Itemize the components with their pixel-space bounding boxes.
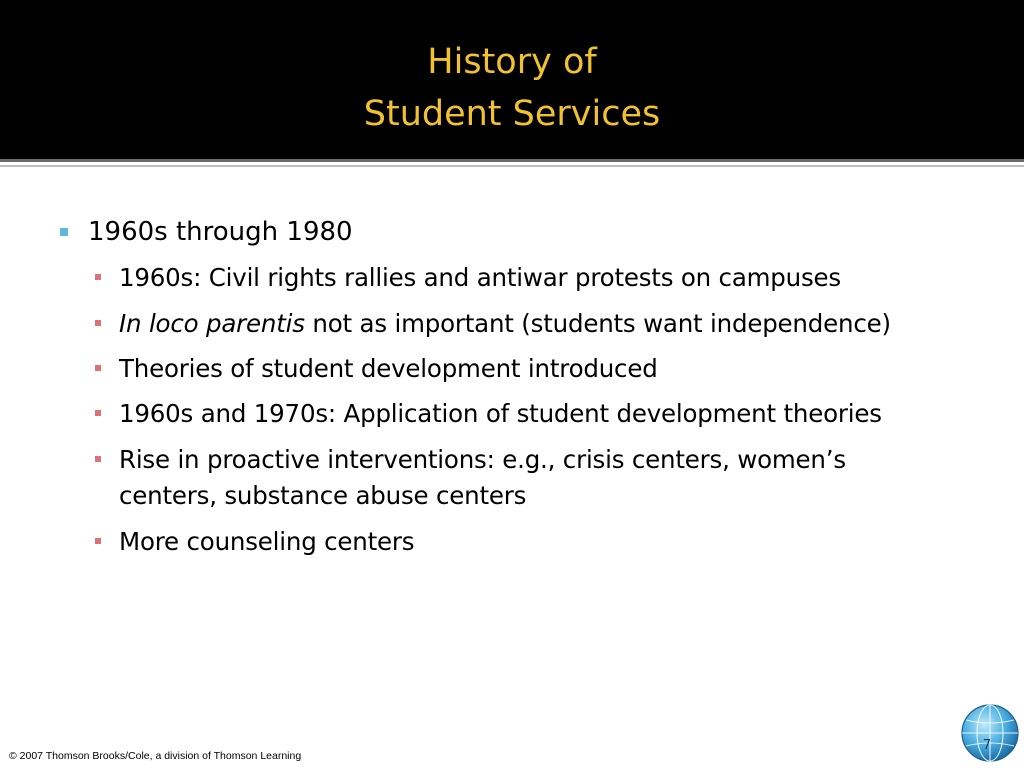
italic-term: In loco parentis <box>119 309 305 338</box>
level2-bullet-icon <box>95 365 101 371</box>
list-item-text: not as important (students want independence) <box>304 309 891 338</box>
level1-bullet-icon <box>60 228 68 236</box>
level1-item: 1960s through 1980 <box>88 217 353 247</box>
level2-bullet-icon <box>95 410 101 416</box>
globe-icon <box>960 702 1020 764</box>
title-line-1: History of <box>427 42 597 82</box>
list-item <box>119 442 1009 514</box>
list-item: Theories of student development introduced <box>119 354 658 383</box>
list-item: 1960s: Civil rights rallies and antiwar protests on campuses <box>119 263 841 292</box>
list-item-line-2: centers, substance abuse centers <box>119 481 527 510</box>
level2-bullet-icon <box>95 320 101 326</box>
list-item: More counseling centers <box>119 527 415 556</box>
title-line-2: Student Services <box>363 94 661 134</box>
copyright-footer: © 2007 Thomson Brooks/Cole, a division of Thomson Learning <box>9 750 302 762</box>
list-item <box>119 306 1009 342</box>
list-item: 1960s and 1970s: Application of student development theories <box>119 399 882 428</box>
page-number: 7 <box>982 738 992 753</box>
level2-bullet-icon <box>95 456 101 462</box>
list-item-line-1: Rise in proactive interventions: e.g., crisis centers, women’s <box>119 445 846 474</box>
level2-bullet-icon <box>95 274 101 280</box>
level2-bullet-icon <box>95 538 101 544</box>
